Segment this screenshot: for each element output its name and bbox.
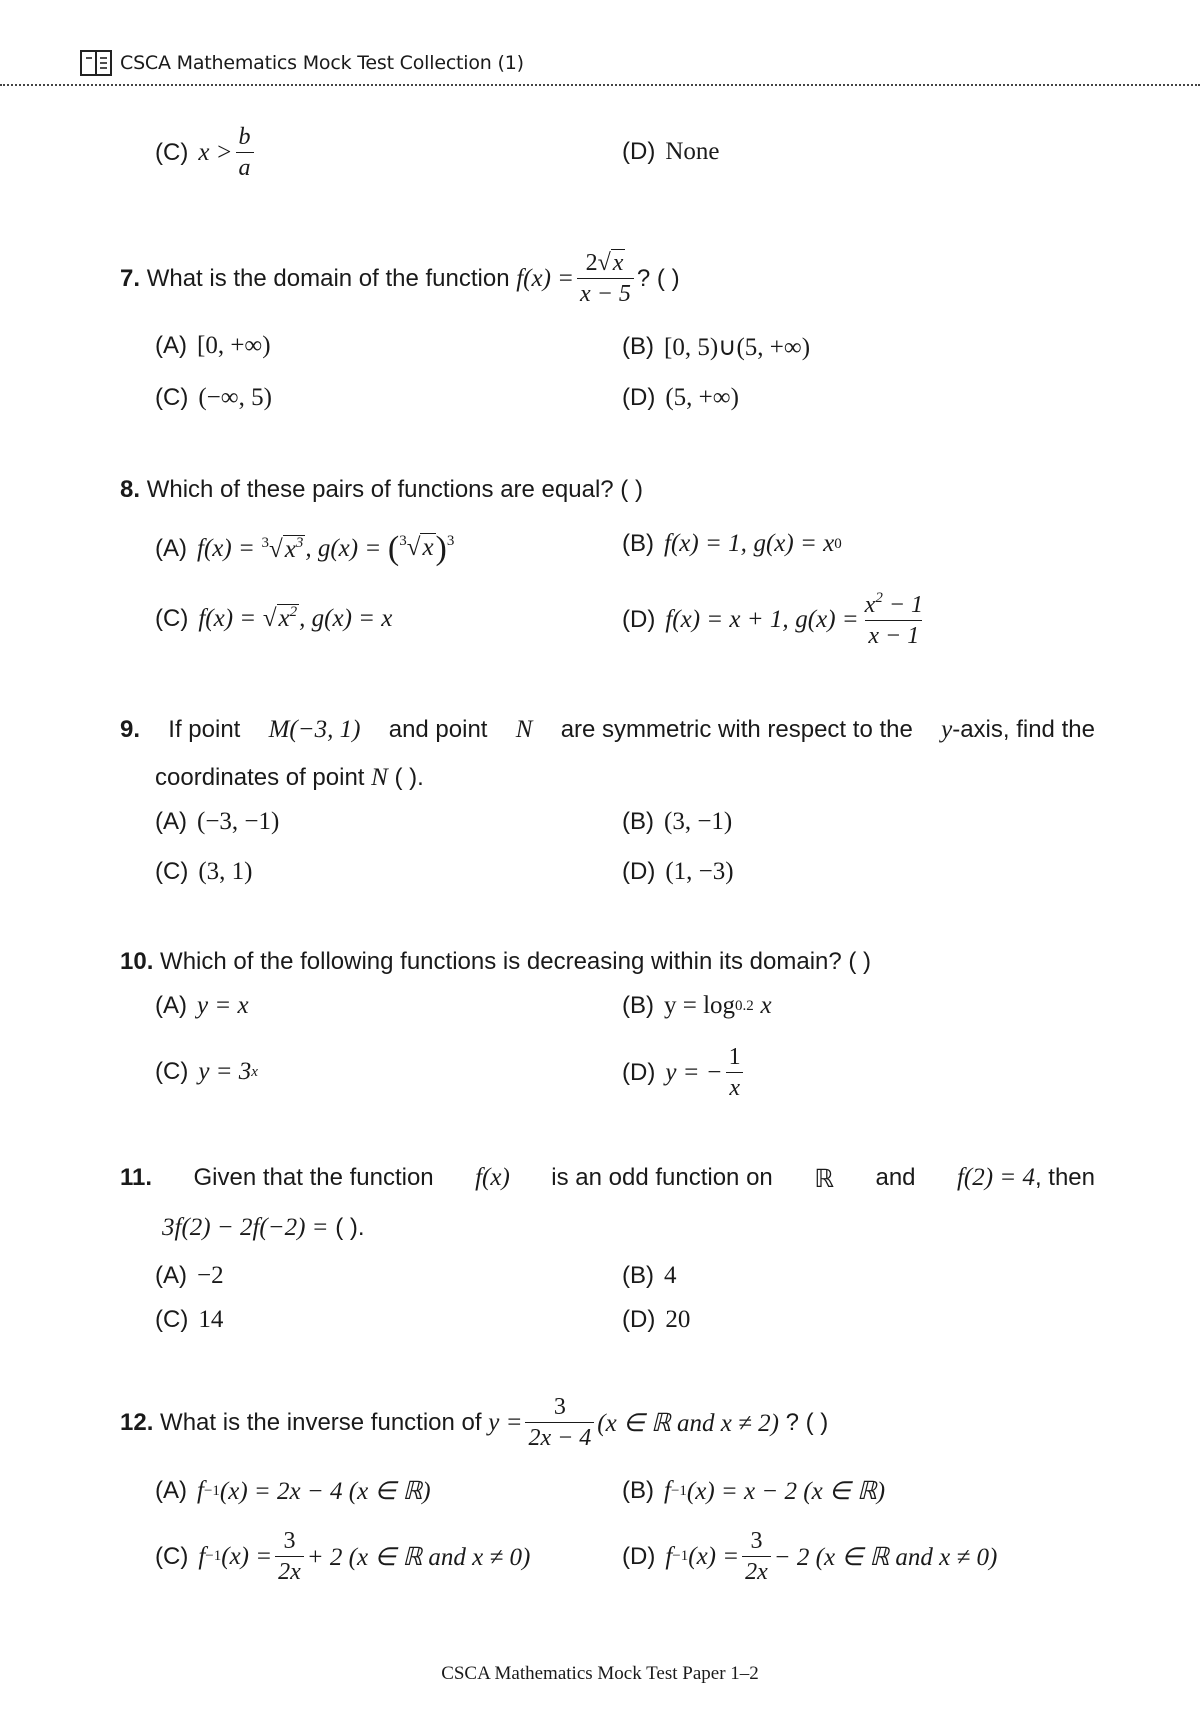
q10-option-c: (C) y = 3 x [155,1058,258,1085]
q12-c-fraction: $\frac{3}{2x}$ [275,1528,304,1586]
q10-d-fraction: $\frac{1}{x}$ [726,1044,744,1102]
q7-option-c: (C) (−∞, 5) [155,384,272,411]
q9-option-a: (A) (−3, −1) [155,808,280,835]
q9-option-d: (D) (1, −3) [622,858,734,885]
q8-option-b: (B) f(x) = 1, g(x) = x 0 [622,530,842,557]
q9-option-c: (C) (3, 1) [155,858,253,885]
question-12: 12. What is the inverse function of y = $\frac{3}{2x - 4}$ (x ∈ ℝ and x ≠ 2) ? ( ) [120,1394,829,1452]
q12-option-d: (D) f −1 (x) = $\frac{3}{2x}$ − 2 (x ∈ ℝ and x ≠ 0) [622,1528,998,1586]
question-11: 11. Given that the function f(x) is an odd function on ℝ and f(2) = 4 , then [120,1164,1095,1193]
question-7: 7. What is the domain of the function f(x) = $\frac{2√x}{x - 5}$ ? ( ) [120,250,680,308]
q7-option-b: (B) [0, 5)∪(5, +∞) [622,333,811,361]
header-divider [0,84,1200,86]
question-8: 8. Which of these pairs of functions are equal? ( ) [120,476,643,503]
page-header [80,50,524,76]
question-9: 9. If point M(−3, 1) and point N are symmetric with respect to the y -axis, find the [120,716,1095,743]
q12-option-a: (A) f −1 (x) = 2x − 4 (x ∈ ℝ) [155,1477,431,1505]
q7-option-d: (D) (5, +∞) [622,384,739,411]
q11-option-d: (D) 20 [622,1306,691,1333]
q7-fraction: $\frac{2√x}{x - 5}$ [577,250,634,308]
q6-c-fraction: $\frac{b}{a}$ [236,124,254,182]
q9-option-b: (B) (3, −1) [622,808,733,835]
q10-option-d: (D) y = − $\frac{1}{x}$ [622,1044,747,1102]
q6-option-d: (D) None [622,138,720,165]
q10-option-a: (A) y = x [155,992,249,1019]
q12-option-c: (C) f −1 (x) = $\frac{3}{2x}$ + 2 (x ∈ ℝ and x ≠ 0) [155,1528,531,1586]
question-11-line-2: 3f(2) − 2f(−2) = ( ). [162,1214,365,1241]
q8-d-fraction: $\frac{x^2 - 1}{x - 1}$ [864,590,924,650]
q8-option-a: (A) f(x) = $^3√x^3$ , g(x) = $(^3√x)^3$ [155,530,455,567]
q12-option-b: (B) f −1 (x) = x − 2 (x ∈ ℝ) [622,1477,886,1505]
q6-option-c: (C) x > $\frac{b}{a}$ [155,124,257,182]
q10-option-b: (B) y = log 0.2 x [622,992,772,1019]
q8-option-c: (C) f(x) = $√x^2$ , g(x) = x [155,604,393,632]
question-9-line-2: coordinates of point N ( ). [155,764,424,791]
book-icon [80,50,112,76]
q8-option-d: (D) f(x) = x + 1, g(x) = $\frac{x^2 - 1}{x - 1}$ [622,590,929,650]
q11-option-b: (B) 4 [622,1262,677,1289]
page-footer: CSCA Mathematics Mock Test Paper 1–2 [441,1663,759,1684]
q12-d-fraction: $\frac{3}{2x}$ [742,1528,771,1586]
q12-fraction: $\frac{3}{2x - 4}$ [525,1394,594,1452]
q11-option-c: (C) 14 [155,1306,224,1333]
q7-option-a: (A) [0, +∞) [155,332,271,359]
header-title: CSCA Mathematics Mock Test Collection (1) [120,52,524,74]
question-10: 10. Which of the following functions is decreasing within its domain? ( ) [120,948,872,975]
q11-option-a: (A) −2 [155,1262,224,1289]
